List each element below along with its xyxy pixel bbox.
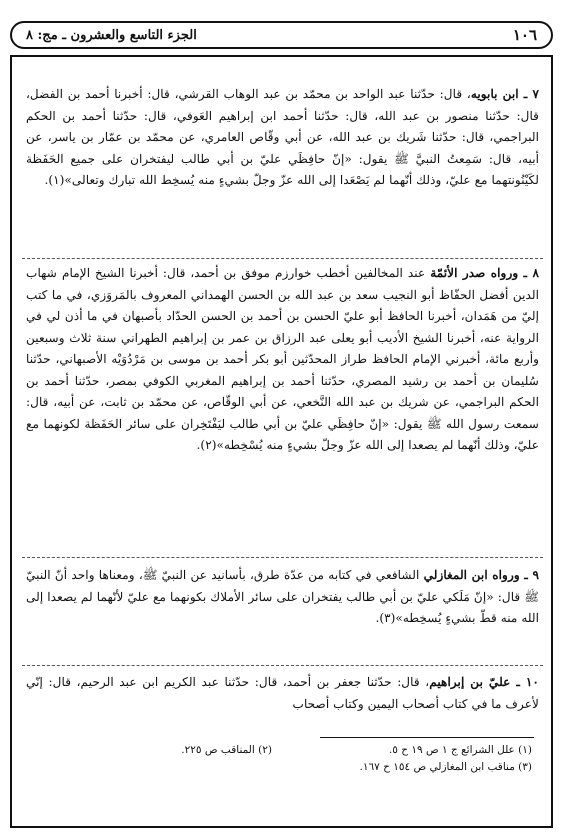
hadith-paragraph-7 xyxy=(26,84,539,192)
footnote-1: (١) علل الشرائع ج ١ ص ١٩ ح ٥. xyxy=(388,744,532,756)
section-divider xyxy=(22,665,543,666)
footnote-2: (٢) المناقب ص ٢٢٥. xyxy=(181,744,272,756)
footnote-3: (٣) مناقب ابن المغازلي ص ١٥٤ ح ١٦٧. xyxy=(359,761,532,773)
section-divider xyxy=(22,258,543,259)
footnotes xyxy=(40,742,532,776)
running-title: الجزء التاسع والعشرون ـ مج: ٨ xyxy=(26,27,197,43)
paragraph-lead: ١٠ ـ عليّ بن إبراهيم xyxy=(429,675,539,689)
hadith-paragraph-10 xyxy=(26,672,539,715)
paragraph-text: عند المخالفين أخطب خوارزم موفق بن أحمد، قال: أخبرنا الشيخ الإمام شهاب الدين أفضل الحفّاظ أبو النجيب سعد بن عبد الله بن الحسن الهمداني المعروف بالمَروَزي، في ما كتب إليّ من هَمَدان، أخبرنا الحافظ أبو عليّ الحسن بن أحمد بن الحسن الحدّاد بأصبهان في ما أذن لي في الرواية عنه، أخبرنا الشيخ الأديب أبو يعلى عبد الرزاق بن عمر بن إبراهيم الطهراني سنة ثلاث وسبعين وأربع مائة، أخبرني الإمام الحافظ طراز المحدّثين أبو بكر أحمد بن موسى بن مَرْدُوَيْه الأصبهاني، حدّثنا سُليمان بن أحمد بن رشيد المصري، حدّثنا أحمد بن إبراهيم المغربي الكوفي بمصر، حدّثنا أحمد بن الحكم البراجمي، عن شريك بن عبد الله النَّخعي، عن أبي الوقّاص، عن محمّد بن ثابت، عن أبيه، قال: سمعت رسول الله ﷺ يقول: «إنّ حافِظَي عليّ بن أبي طالب ليَفْتَخِران على سائر الحَفَظة لكونهما مع عليّ، وذلك أنّهما لم يصعدا إلى الله عزّ وجلّ بشيءٍ منه يُسْخِطه»(٢). xyxy=(26,266,539,452)
footnote-row xyxy=(40,742,532,759)
page-header xyxy=(10,21,553,49)
paragraph-text: ، قال: حدّثنا جعفر بن أحمد، قال: حدّثنا عبد الكريم ابن عبد الرحيم، قال: إنّي لأعرف ما في كتاب أصحاب اليمين وكتاب أصحاب xyxy=(26,675,539,711)
paragraph-lead: ٩ ـ ورواه ابن المغازلي xyxy=(423,568,539,582)
footnote-rule xyxy=(320,737,534,738)
body-text-4 xyxy=(26,672,539,715)
body-text xyxy=(26,84,539,192)
paragraph-lead: ٧ ـ ابن بابويه xyxy=(470,87,539,101)
paragraph-text: ، قال: حدّثنا عبد الواحد بن محمّد بن عبد الوهاب القرشي، قال: أخبرنا أحمد بن الفضل، قال: حدّثنا منصور بن عبد الله، قال: حدّثنا أحمد ابن إبراهيم العَوفي، قال: حدّثنا أحمد بن الحكم البراجمي، قال: حدّثنا شَريك بن عبد الله، عن أبي وقّاص العامري، عن محمّد بن عمّار بن ياسر، عن أبيه، قال: سَمِعتُ النبيَّ ﷺ يقول: «إنّ حافِظَي عليّ بن أبي طالب ليفتخران على جميع الحَفَظة لكَيْنُونتهما مع عليّ، وذلك أنّهما لم يَصْعَدا إلى الله عزّ وجلّ بشيءٍ منه يُسخِط الله تبارك وتعالى»(١). xyxy=(26,87,539,187)
hadith-paragraph-9 xyxy=(26,565,539,630)
footnote-row xyxy=(40,759,532,776)
section-divider xyxy=(22,557,543,558)
hadith-paragraph-8 xyxy=(26,263,539,457)
page-number: ١٠٦ xyxy=(512,26,537,44)
body-text-2 xyxy=(26,263,539,457)
paragraph-lead: ٨ ـ ورواه صدر الأئمّة xyxy=(430,266,539,280)
body-text-3 xyxy=(26,565,539,630)
paragraph-text: الشافعي في كتابه من عدّة طرق، بأسانيد عن النبيّ ﷺ، ومعناها واحد أنّ النبيّ ﷺ قال: «إنّ مَلَكي عليّ بن أبي طالب يفتخران على سائر الأملاك بكونهما مع عليّ لأنّهما لم يصعدا إلى الله منه قطّ بشيءٍ يُسخِطه»(٣). xyxy=(26,568,539,625)
